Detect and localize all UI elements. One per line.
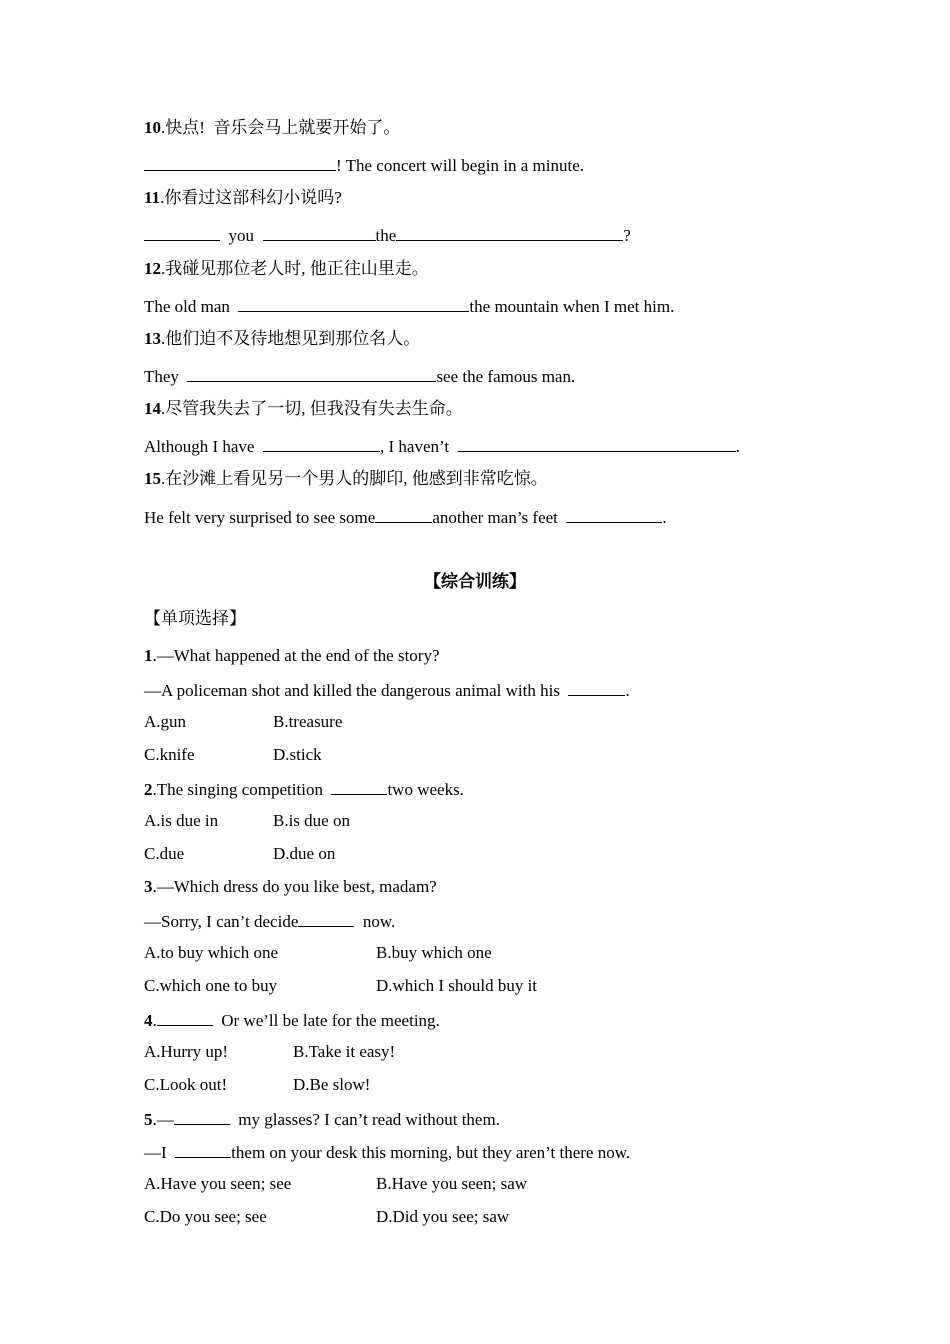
- mc-q4-blank[interactable]: [157, 1008, 213, 1026]
- q11-blank-3[interactable]: [396, 223, 623, 241]
- q11-number: 11: [144, 188, 161, 207]
- mc-q3-option-d[interactable]: D.which I should buy it: [376, 976, 538, 995]
- mc-q5-option-d[interactable]: D.Did you see; saw: [376, 1207, 510, 1226]
- q13-prompt: [144, 328, 420, 350]
- section-title: 【综合训练】: [424, 572, 526, 591]
- q15-blank-2[interactable]: [566, 505, 662, 523]
- mc-q3-option-a[interactable]: A.to buy which one: [144, 943, 279, 962]
- q11-end: ?: [623, 226, 631, 245]
- mc-q2-option-c[interactable]: C.due: [144, 844, 185, 863]
- mc-q5-options-ab: [144, 1173, 527, 1195]
- q10-chinese: .快点! 音乐会马上就要开始了。: [161, 118, 401, 137]
- mc-q5-options-cd: [144, 1206, 509, 1228]
- mc-q5-stem-2-line: [144, 1140, 630, 1164]
- mc-q3-stem: [144, 876, 437, 898]
- q14-start: Although I have: [144, 437, 255, 456]
- mc-q1-option-d[interactable]: D.stick: [273, 745, 322, 764]
- q15-start: He felt very surprised to see some: [144, 508, 376, 527]
- mc-q1-stem-2-end: .: [625, 681, 630, 700]
- mc-q4-options-cd: [144, 1074, 370, 1096]
- q10-english-tail: ! The concert will begin in a minute.: [336, 156, 585, 175]
- q11-blank-1[interactable]: [144, 223, 220, 241]
- mc-q5-stem-2-end: them on your desk this morning, but they aren’t there now.: [231, 1143, 631, 1162]
- mc-q1-stem-1: .—What happened at the end of the story?: [152, 646, 440, 665]
- mc-q3-options-cd: [144, 975, 537, 997]
- q11-blank-2[interactable]: [263, 223, 376, 241]
- mc-q5-blank-1[interactable]: [174, 1107, 230, 1125]
- q12-tail: the mountain when I met him.: [469, 297, 675, 316]
- mc-q3-blank[interactable]: [298, 909, 354, 927]
- mc-q5-option-a[interactable]: A.Have you seen; see: [144, 1174, 292, 1193]
- mc-q5-blank-2[interactable]: [175, 1140, 231, 1158]
- q15-prompt: [144, 468, 548, 490]
- q12-start: The old man: [144, 297, 230, 316]
- mc-q2-options-cd: [144, 843, 335, 865]
- mc-q4-option-b[interactable]: B.Take it easy!: [293, 1042, 396, 1061]
- q11-word-you: you: [228, 226, 254, 245]
- q12-prompt: [144, 258, 429, 280]
- mc-q4-stem: [144, 1008, 440, 1032]
- mc-q5-option-b[interactable]: B.Have you seen; saw: [376, 1174, 528, 1193]
- q11-prompt: [144, 187, 342, 209]
- q14-blank-2[interactable]: [458, 434, 736, 452]
- q14-answer-line: [144, 434, 740, 458]
- q10-blank[interactable]: [144, 153, 336, 171]
- mc-q3-options-ab: [144, 942, 492, 964]
- q11-answer-line: [144, 223, 631, 247]
- q10-number: 10: [144, 118, 161, 137]
- mc-q5-stem-2-start: —I: [144, 1143, 167, 1162]
- q15-mid: another man’s feet: [432, 508, 558, 527]
- q13-blank[interactable]: [187, 364, 436, 382]
- q13-chinese: .他们迫不及待地想见到那位名人。: [161, 329, 421, 348]
- mc-q3-number: 3: [144, 877, 153, 896]
- mc-q3-stem-2: —Sorry, I can’t decide: [144, 912, 299, 931]
- mc-q2-number: 2: [144, 780, 153, 799]
- mc-q3-stem-1: .—Which dress do you like best, madam?: [152, 877, 437, 896]
- q15-answer-line: [144, 505, 667, 529]
- mc-q2-option-a[interactable]: A.is due in: [144, 811, 219, 830]
- mc-q5-stem-1-end: my glasses? I can’t read without them.: [238, 1110, 500, 1129]
- mc-q3-option-b[interactable]: B.buy which one: [376, 943, 492, 962]
- mc-q2-option-b[interactable]: B.is due on: [273, 811, 350, 830]
- mc-q5-option-c[interactable]: C.Do you see; see: [144, 1207, 267, 1226]
- mc-q4-option-d[interactable]: D.Be slow!: [293, 1075, 371, 1094]
- mc-q3-stem-2-line: [144, 909, 395, 933]
- mc-q1-stem-2-line: [144, 678, 630, 702]
- mc-q3-option-c[interactable]: C.which one to buy: [144, 976, 278, 995]
- q12-blank[interactable]: [238, 294, 469, 312]
- q14-mid: , I haven’t: [379, 437, 450, 456]
- q10-answer-line: [144, 153, 584, 177]
- mc-q1-blank[interactable]: [568, 678, 625, 696]
- q14-blank-1[interactable]: [263, 434, 380, 452]
- mc-q5-stem-1-start: .—: [152, 1110, 174, 1129]
- mc-q4-number: 4: [144, 1011, 153, 1030]
- mc-q1-options-cd: [144, 744, 322, 766]
- section-subtitle: 【单项选择】: [144, 609, 246, 628]
- mc-q1-option-b[interactable]: B.treasure: [273, 712, 343, 731]
- mc-q2-blank[interactable]: [331, 777, 387, 795]
- mc-q4-option-a[interactable]: A.Hurry up!: [144, 1042, 229, 1061]
- q12-number: 12: [144, 259, 161, 278]
- mc-q1-option-c[interactable]: C.knife: [144, 745, 195, 764]
- mc-q4-stem-end: Or we’ll be late for the meeting.: [221, 1011, 440, 1030]
- q15-number: 15: [144, 469, 161, 488]
- q13-answer-line: [144, 364, 575, 388]
- mc-q4-stem-start: .: [152, 1011, 157, 1030]
- q15-blank-1[interactable]: [375, 505, 432, 523]
- q13-start: They: [144, 367, 179, 386]
- mc-q1-options-ab: [144, 711, 342, 733]
- mc-q2-options-ab: [144, 810, 350, 832]
- mc-q2-stem-text: .The singing competition: [152, 780, 323, 799]
- mc-q4-options-ab: [144, 1041, 395, 1063]
- mc-q4-option-c[interactable]: C.Look out!: [144, 1075, 228, 1094]
- mc-q1-stem-2: —A policeman shot and killed the dangerous animal with his: [144, 681, 560, 700]
- q14-end: .: [735, 437, 740, 456]
- q13-tail: see the famous man.: [436, 367, 576, 386]
- q14-chinese: .尽管我失去了一切, 但我没有失去生命。: [161, 399, 463, 418]
- q10-prompt: [144, 117, 400, 139]
- q12-chinese: .我碰见那位老人时, 他正往山里走。: [161, 259, 429, 278]
- q13-number: 13: [144, 329, 161, 348]
- mc-q1-option-a[interactable]: A.gun: [144, 712, 187, 731]
- q11-word-the: the: [375, 226, 397, 245]
- mc-q5-stem: [144, 1107, 500, 1131]
- mc-q5-number: 5: [144, 1110, 153, 1129]
- mc-q1-stem: [144, 645, 440, 667]
- q12-answer-line: [144, 294, 674, 318]
- q15-end: .: [662, 508, 667, 527]
- mc-q3-stem-2-end: now.: [362, 912, 396, 931]
- q11-chinese: .你看过这部科幻小说吗?: [160, 188, 342, 207]
- mc-q1-number: 1: [144, 646, 153, 665]
- q15-chinese: .在沙滩上看见另一个男人的脚印, 他感到非常吃惊。: [161, 469, 548, 488]
- q14-number: 14: [144, 399, 161, 418]
- mc-q2-option-d[interactable]: D.due on: [273, 844, 336, 863]
- mc-q2-stem: [144, 777, 464, 801]
- q14-prompt: [144, 398, 463, 420]
- mc-q2-stem-end: two weeks.: [387, 780, 464, 799]
